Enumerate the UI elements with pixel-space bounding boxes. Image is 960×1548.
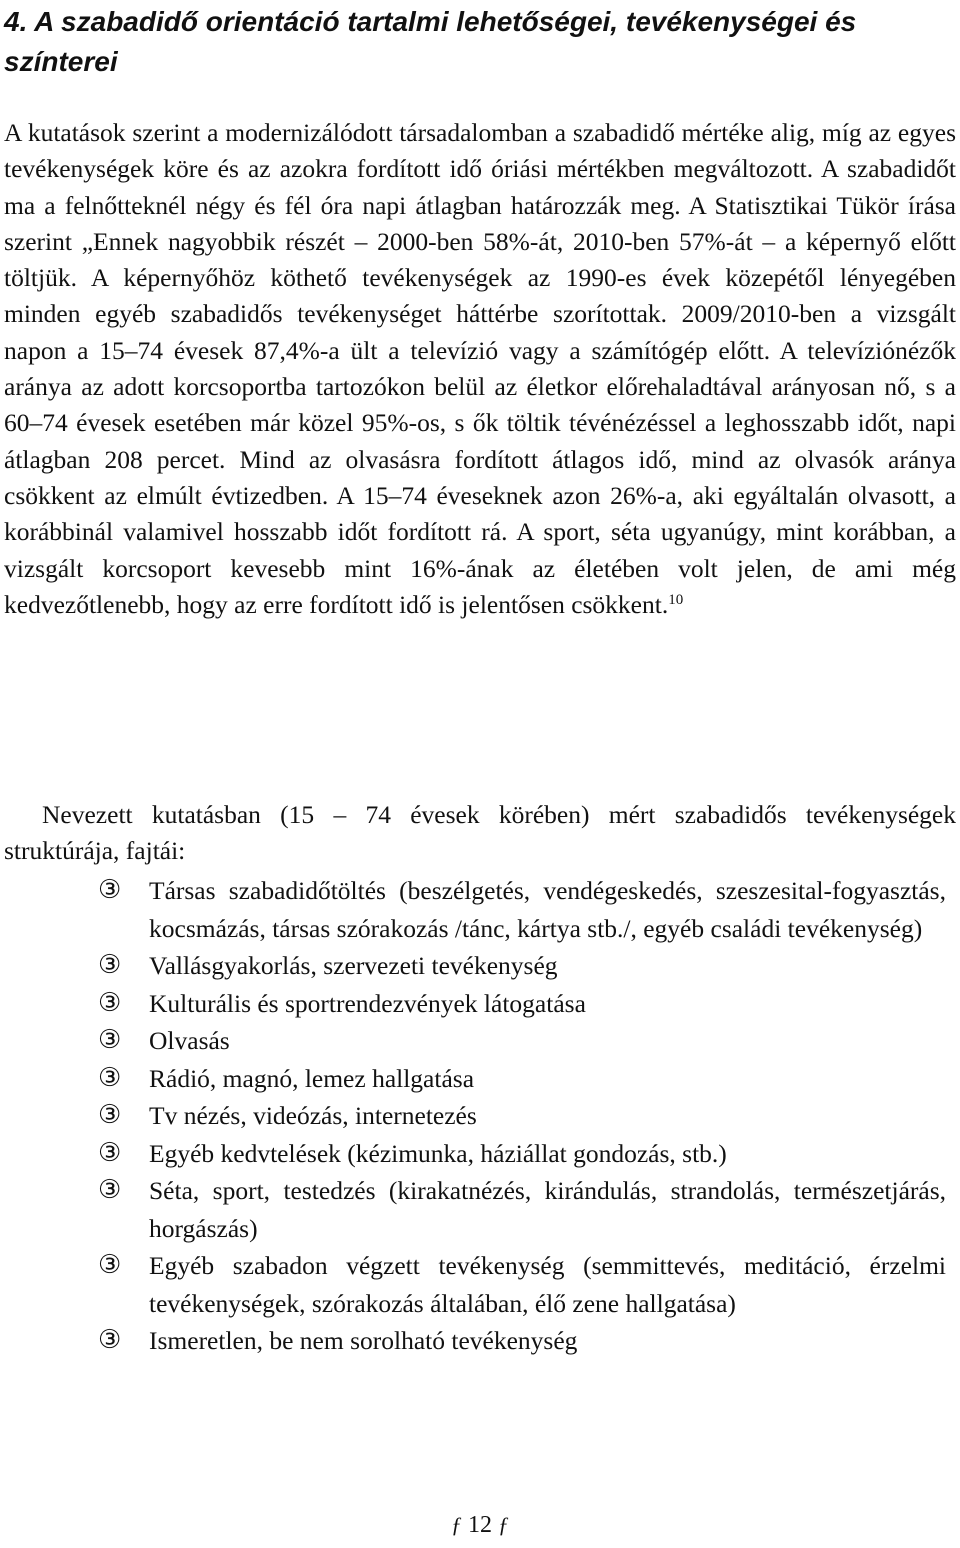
page-number-mark-right: ƒ bbox=[498, 1512, 509, 1537]
activity-list-item bbox=[0, 947, 960, 985]
page-footer bbox=[0, 1510, 960, 1540]
activity-label: Vallásgyakorlás, szervezeti tevékenység bbox=[149, 951, 558, 980]
page-number-mark-left: ƒ bbox=[451, 1512, 462, 1537]
paragraph-1-text: A kutatások szerint a modernizálódott társadalomban a szabadidő mértéke alig, míg az egyes tevékenységek köre és az azokra fordított idő óriási mértékben megváltozott. A szabadidőt ma a felnőtteknél négy és fél óra napi átlagban határozzák meg. A Statisztikai Tükör írása szerint „Ennek nagyobbik részét – 2000-ben 58%-át, 2010-ben 57%-át – a képernyő előtt töltjük. A képernyőhöz köthető tevékenységek az 1990-es évek közepétől lényegében minden egyéb szabadidős tevékenységet háttérbe szorítottak. 2009/2010-ben a vizsgált napon a 15–74 évesek 87,4%-a ült a televízió vagy a számítógép előtt. A televíziónézők aránya az adott korcsoportba tartozókon belül az életkor előrehaladtával arányosan nő, s a 60–74 évesek esetében már közel 95%-os, s ők töltik tévénézéssel a leghosszabb időt, napi átlagban 208 percet. Mind az olvasásra fordított átlagos idő, mind az olvasók aránya csökkent az elmúlt évtizedben. A 15–74 éveseknek azon 26%-a, aki egyáltalán olvasott, a korábbinál valamivel hosszabb időt fordított rá. A sport, séta ugyanúgy, mint korábban, a vizsgált korcsoport kevesebb mint 16%-ának az életében volt jelen, de ami még kedvezőtlenebb, hogy az erre fordított idő is jelentősen csökkent. bbox=[4, 118, 956, 619]
activity-list-item bbox=[0, 985, 960, 1023]
activity-list-item bbox=[0, 1172, 960, 1247]
circled-3-icon: ③ bbox=[98, 1100, 122, 1130]
section-heading: 4. A szabadidő orientáció tartalmi lehetőségei, tevékenységei és színterei bbox=[4, 6, 857, 77]
circled-3-icon: ③ bbox=[98, 875, 122, 905]
activity-label: Egyéb szabadon végzett tevékenység (semmittevés, meditáció, érzelmi tevékenységek, szórakozás általában, élő zene hallgatása) bbox=[149, 1251, 946, 1318]
activity-list-item bbox=[0, 1060, 960, 1098]
activity-list-item bbox=[0, 1322, 960, 1360]
circled-3-icon: ③ bbox=[98, 1137, 122, 1168]
activity-label: Rádió, magnó, lemez hallgatása bbox=[149, 1063, 475, 1093]
page-number: 12 bbox=[468, 1512, 492, 1538]
circled-3-icon: ③ bbox=[98, 1250, 122, 1280]
activity-list-item bbox=[0, 1135, 960, 1173]
activity-list-item bbox=[0, 1097, 960, 1135]
activity-list bbox=[0, 872, 960, 1360]
circled-3-icon: ③ bbox=[98, 987, 122, 1018]
activity-label: Ismeretlen, be nem sorolható tevékenység bbox=[149, 1326, 578, 1355]
activity-label: Kulturális és sportrendezvények látogatása bbox=[149, 988, 586, 1018]
activity-list-item bbox=[0, 872, 960, 947]
circled-3-icon: ③ bbox=[98, 1062, 122, 1093]
activity-label: Tv nézés, videózás, internetezés bbox=[149, 1101, 477, 1130]
activity-label: Séta, sport, testedzés (kirakatnézés, kirándulás, strandolás, természetjárás, horgászás) bbox=[149, 1176, 946, 1243]
activity-list-item bbox=[0, 1022, 960, 1060]
body-paragraph-1 bbox=[4, 115, 956, 623]
circled-3-icon: ③ bbox=[98, 1025, 122, 1055]
circled-3-icon: ③ bbox=[98, 1175, 122, 1205]
circled-3-icon: ③ bbox=[98, 950, 122, 980]
activity-list-item bbox=[0, 1247, 960, 1322]
activity-label: Egyéb kedvtelések (kézimunka, háziállat gondozás, stb.) bbox=[149, 1138, 727, 1168]
activity-label: Olvasás bbox=[149, 1026, 230, 1055]
activity-label: Társas szabadidőtöltés (beszélgetés, vendégeskedés, szeszesital-fogyasztás, kocsmázás, társas szórakozás /tánc, kártya stb./, egyéb családi tevékenység) bbox=[149, 876, 946, 943]
body-paragraph-2: Nevezett kutatásban (15 – 74 évesek körében) mért szabadidős tevékenységek struktúrája, fajtái: bbox=[4, 800, 956, 866]
circled-3-icon: ③ bbox=[98, 1325, 122, 1355]
footnote-reference: 10 bbox=[668, 591, 684, 608]
